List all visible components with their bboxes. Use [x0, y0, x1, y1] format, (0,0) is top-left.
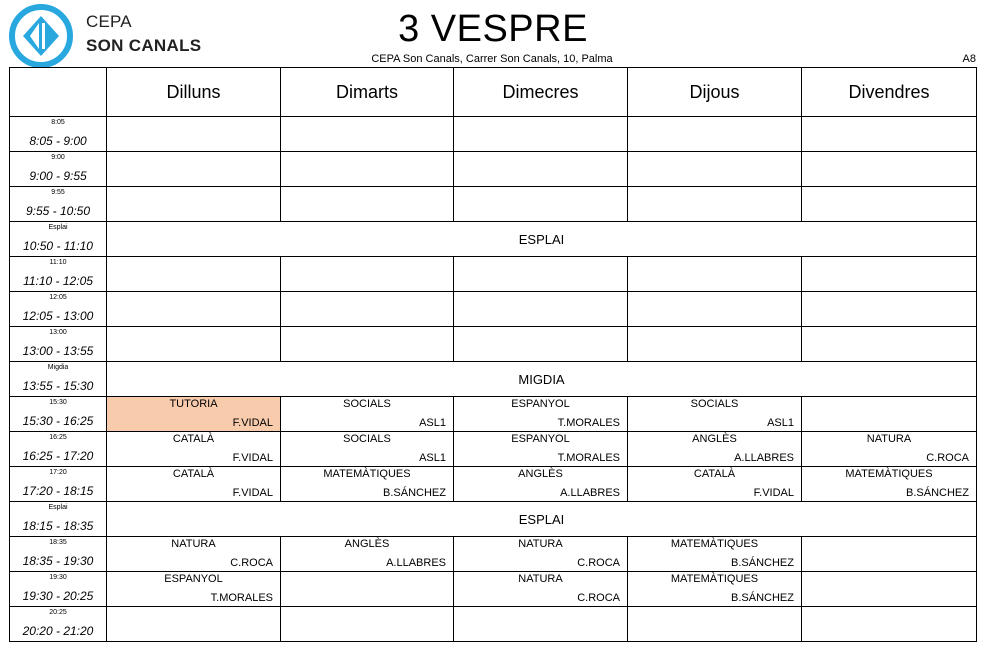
time-slot-cell: [10, 292, 107, 327]
slot-start-label: 13:00: [49, 329, 67, 336]
teacher-label: B.SÁNCHEZ: [731, 557, 794, 569]
period-row: [10, 292, 977, 327]
class-cell: [454, 397, 628, 432]
teacher-label: C.ROCA: [577, 592, 620, 604]
slot-start-label: Esplai: [48, 504, 68, 511]
time-slot-cell: [10, 537, 107, 572]
cepa-logo-icon: [9, 4, 73, 68]
empty-cell: [454, 292, 628, 327]
period-row: [10, 152, 977, 187]
empty-cell: [802, 187, 977, 222]
subject-label: SOCIALS: [343, 433, 391, 445]
class-cell: [628, 537, 802, 572]
break-cell: ESPLAI: [107, 502, 977, 537]
class-cell: [281, 537, 454, 572]
time-slot-cell: [10, 362, 107, 397]
empty-cell: [107, 152, 281, 187]
time-slot-cell: [10, 327, 107, 362]
time-slot-cell: [10, 152, 107, 187]
time-slot-cell: [10, 117, 107, 152]
day-header-dijous: Dijous: [628, 68, 802, 117]
slot-time-range: 18:35 - 19:30: [22, 554, 94, 568]
teacher-label: B.SÁNCHEZ: [731, 592, 794, 604]
brand-line-2: SON CANALS: [86, 36, 202, 55]
empty-cell: [281, 187, 454, 222]
teacher-label: T.MORALES: [557, 452, 620, 464]
teacher-label: C.ROCA: [926, 452, 969, 464]
slot-start-label: 18:35: [49, 539, 67, 546]
period-row: [10, 257, 977, 292]
slot-start-label: 20:25: [49, 609, 67, 616]
timetable: [9, 67, 977, 642]
class-cell: [628, 467, 802, 502]
subject-label: MATEMÀTIQUES: [323, 468, 411, 480]
empty-cell: [454, 327, 628, 362]
break-row: [10, 222, 977, 257]
teacher-label: A.LLABRES: [560, 487, 620, 499]
time-slot-cell: [10, 222, 107, 257]
time-slot-cell: [10, 572, 107, 607]
teacher-label: B.SÁNCHEZ: [906, 487, 969, 499]
teacher-label: A.LLABRES: [386, 557, 446, 569]
teacher-label: ASL1: [419, 417, 446, 429]
empty-cell: [628, 292, 802, 327]
slot-time-range: 19:30 - 20:25: [22, 589, 94, 603]
empty-cell: [454, 117, 628, 152]
empty-cell: [802, 292, 977, 327]
time-slot-cell: [10, 432, 107, 467]
period-row: [10, 187, 977, 222]
subject-label: MATEMÀTIQUES: [670, 573, 759, 585]
slot-start-label: Migdia: [47, 364, 69, 371]
class-cell: [107, 432, 281, 467]
subject-label: TUTORIA: [169, 398, 218, 410]
page-title: 3 VESPRE: [398, 8, 588, 50]
slot-time-range: 18:15 - 18:35: [22, 519, 94, 533]
empty-cell: [802, 117, 977, 152]
subject-label: NATURA: [866, 433, 912, 445]
class-cell: [281, 432, 454, 467]
empty-cell: [107, 187, 281, 222]
empty-cell: [454, 152, 628, 187]
empty-cell: [107, 292, 281, 327]
subject-label: SOCIALS: [343, 398, 391, 410]
slot-time-range: 17:20 - 18:15: [22, 484, 94, 498]
teacher-label: F.VIDAL: [232, 487, 273, 499]
class-cell: [628, 432, 802, 467]
slot-time-range: 9:55 - 10:50: [25, 204, 91, 218]
empty-cell: [107, 117, 281, 152]
time-slot-cell: [10, 257, 107, 292]
empty-cell: [454, 257, 628, 292]
empty-cell: [802, 327, 977, 362]
slot-start-label: 19:30: [49, 574, 67, 581]
slot-time-range: 13:55 - 15:30: [22, 379, 94, 393]
day-header-divendres: Divendres: [802, 68, 977, 117]
empty-cell: [281, 257, 454, 292]
class-cell: [281, 467, 454, 502]
period-row: [10, 117, 977, 152]
slot-time-range: 8:05 - 9:00: [29, 134, 87, 148]
slot-time-range: 9:00 - 9:55: [29, 169, 87, 183]
slot-time-range: 15:30 - 16:25: [22, 414, 94, 428]
subject-label: ANGLÈS: [692, 433, 737, 445]
slot-time-range: 11:10 - 12:05: [23, 274, 93, 288]
period-row: [10, 397, 977, 432]
empty-cell: [802, 537, 977, 572]
empty-cell: [628, 117, 802, 152]
empty-cell: [281, 572, 454, 607]
subject-label: ANGLÈS: [344, 538, 390, 550]
slot-start-label: 9:00: [51, 154, 65, 161]
teacher-label: T.MORALES: [210, 592, 273, 604]
empty-cell: [107, 327, 281, 362]
class-cell: [454, 467, 628, 502]
teacher-label: B.SÁNCHEZ: [383, 487, 446, 499]
slot-start-label: 8:05: [51, 119, 65, 126]
teacher-label: ASL1: [419, 452, 446, 464]
time-slot-cell: [10, 467, 107, 502]
break-row: [10, 362, 977, 397]
subject-label: SOCIALS: [690, 398, 739, 410]
slot-start-label: Esplai: [48, 224, 68, 231]
slot-time-range: 16:25 - 17:20: [22, 449, 94, 463]
slot-start-label: 16:25: [49, 434, 67, 441]
teacher-label: F.VIDAL: [753, 487, 794, 499]
room-code: A8: [962, 53, 976, 65]
empty-cell: [628, 187, 802, 222]
subject-label: ESPANYOL: [511, 433, 570, 445]
day-header-row: [10, 68, 977, 117]
teacher-label: ASL1: [767, 417, 794, 429]
day-header-dilluns: Dilluns: [107, 68, 281, 117]
brand-line-1: CEPA: [86, 12, 132, 31]
empty-cell: [628, 327, 802, 362]
class-cell: [628, 397, 802, 432]
teacher-label: F.VIDAL: [232, 452, 273, 464]
empty-cell: [802, 572, 977, 607]
period-row: [10, 467, 977, 502]
teacher-label: A.LLABRES: [734, 452, 794, 464]
time-slot-cell: [10, 607, 107, 642]
class-cell: [107, 467, 281, 502]
subject-label: NATURA: [171, 538, 216, 550]
teacher-label: C.ROCA: [577, 557, 620, 569]
school-address: CEPA Son Canals, Carrer Son Canals, 10, Palma: [371, 53, 613, 65]
subject-label: CATALÀ: [172, 433, 215, 445]
period-row: [10, 607, 977, 642]
time-slot-cell: [10, 397, 107, 432]
empty-cell: [628, 607, 802, 642]
slot-time-range: 13:00 - 13:55: [22, 344, 94, 358]
day-header-dimecres: Dimecres: [454, 68, 628, 117]
time-slot-cell: [10, 187, 107, 222]
empty-cell: [281, 292, 454, 327]
subject-label: ANGLÈS: [518, 468, 563, 480]
class-cell: [107, 397, 281, 432]
break-row: [10, 502, 977, 537]
slot-time-range: 10:50 - 11:10: [23, 239, 93, 253]
subject-label: CATALÀ: [693, 468, 736, 480]
subject-label: MATEMÀTIQUES: [670, 538, 759, 550]
slot-time-range: 12:05 - 13:00: [22, 309, 94, 323]
slot-time-range: 20:20 - 21:20: [22, 624, 94, 638]
empty-cell: [628, 257, 802, 292]
period-row: [10, 327, 977, 362]
class-cell: [454, 432, 628, 467]
teacher-label: F.VIDAL: [232, 417, 273, 429]
day-header-dimarts: Dimarts: [281, 68, 454, 117]
subject-label: ESPANYOL: [511, 398, 570, 410]
class-cell: [628, 572, 802, 607]
class-cell: [802, 467, 977, 502]
slot-start-label: 17:20: [49, 469, 67, 476]
teacher-label: C.ROCA: [230, 557, 273, 569]
empty-cell: [281, 152, 454, 187]
slot-start-label: 12:05: [49, 294, 67, 301]
teacher-label: T.MORALES: [557, 417, 620, 429]
class-cell: [281, 397, 454, 432]
empty-cell: [281, 117, 454, 152]
empty-cell: [107, 607, 281, 642]
subject-label: MATEMÀTIQUES: [845, 468, 933, 480]
empty-cell: [454, 607, 628, 642]
corner-cell: [10, 68, 107, 117]
class-cell: [454, 572, 628, 607]
empty-cell: [802, 257, 977, 292]
break-cell: MIGDIA: [107, 362, 977, 397]
slot-start-label: 15:30: [49, 399, 67, 406]
class-cell: [802, 432, 977, 467]
empty-cell: [802, 397, 977, 432]
empty-cell: [628, 152, 802, 187]
subject-label: NATURA: [518, 573, 563, 585]
subject-label: NATURA: [518, 538, 563, 550]
class-cell: [107, 572, 281, 607]
class-cell: [107, 537, 281, 572]
period-row: [10, 537, 977, 572]
subject-label: ESPANYOL: [164, 573, 223, 585]
period-row: [10, 432, 977, 467]
period-row: [10, 572, 977, 607]
break-cell: ESPLAI: [107, 222, 977, 257]
empty-cell: [281, 327, 454, 362]
empty-cell: [802, 152, 977, 187]
subject-label: CATALÀ: [172, 468, 215, 480]
class-cell: [454, 537, 628, 572]
time-slot-cell: [10, 502, 107, 537]
empty-cell: [802, 607, 977, 642]
slot-start-label: 9:55: [51, 189, 65, 196]
slot-start-label: 11:10: [49, 259, 67, 266]
empty-cell: [281, 607, 454, 642]
empty-cell: [454, 187, 628, 222]
empty-cell: [107, 257, 281, 292]
